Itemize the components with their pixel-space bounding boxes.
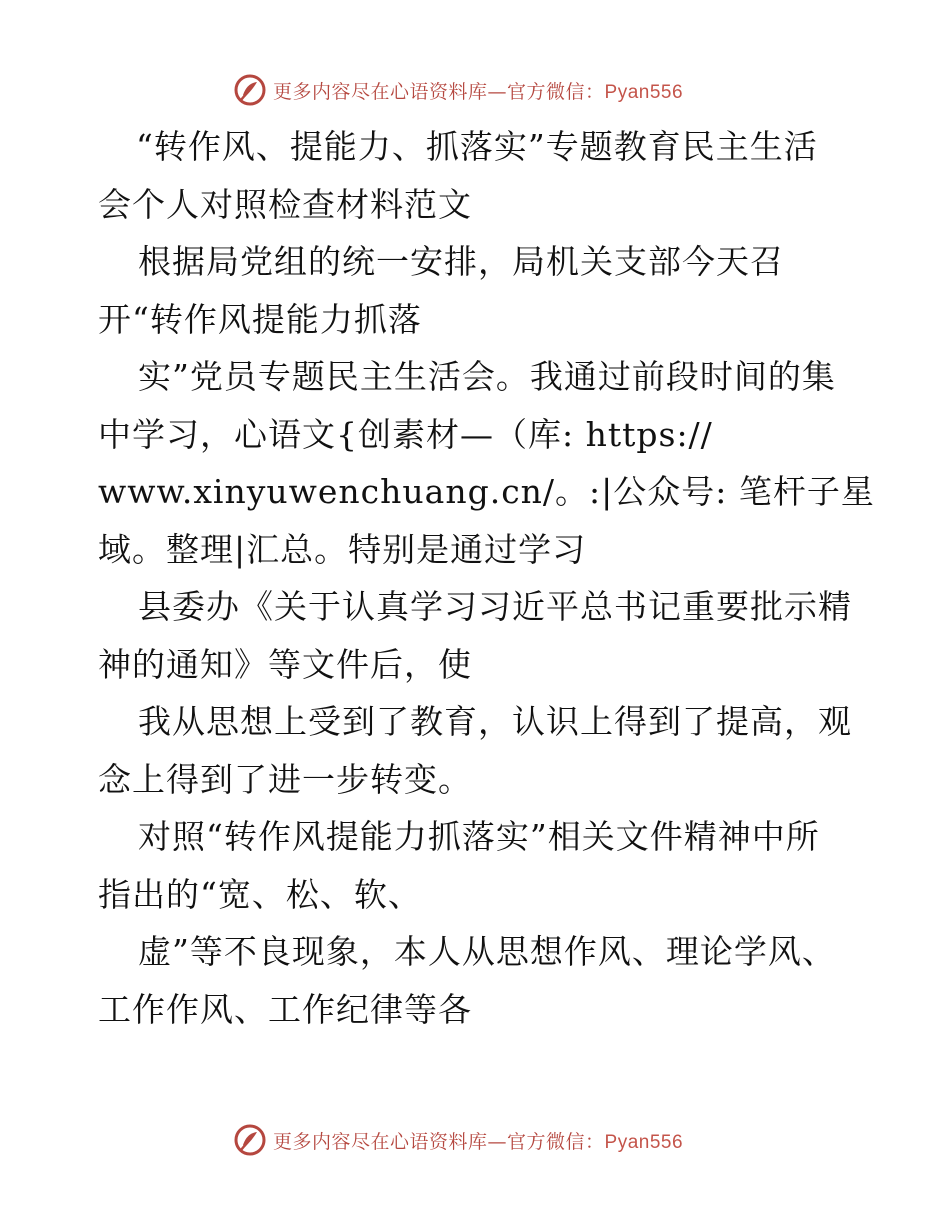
brand-logo-icon: [233, 73, 267, 107]
text-line: 县委办《关于认真学习习近平总书记重要批示精: [138, 587, 852, 626]
banner-label: 更多内容尽在心语资料库—官方微信：: [273, 80, 605, 103]
banner-wechat: Pyan556: [604, 1131, 684, 1153]
text-line: 根据局党组的统一安排，局机关支部今天召: [138, 242, 784, 281]
text-line: 工作作风、工作纪律等各: [98, 989, 472, 1029]
text-line: 域。整理|汇总。特别是通过学习: [98, 529, 587, 569]
footer-banner: [233, 1120, 713, 1160]
text-line: 神的通知》等文件后，使: [98, 644, 472, 684]
banner-text: [273, 1127, 683, 1154]
text-line: www.xinyuwenchuang.cn/。:|公众号: 笔杆子星: [98, 472, 875, 511]
text-line: 念上得到了进一步转变。: [98, 759, 472, 799]
text-line: 实”党员专题民主生活会。我通过前段时间的集: [138, 357, 836, 396]
text-line: “转作风、提能力、抓落实”专题教育民主生活: [136, 127, 818, 166]
text-line: 对照“转作风提能力抓落实”相关文件精神中所: [138, 817, 820, 856]
text-line: 中学习，心语文{创素材—（库: https://: [98, 414, 713, 454]
document-body: [98, 118, 875, 1038]
text-line: 指出的“宽、松、软、: [98, 874, 422, 914]
banner-text: [273, 77, 683, 104]
brand-logo-icon: [233, 1123, 267, 1157]
text-line: 会个人对照检查材料范文: [98, 184, 472, 224]
banner-wechat: Pyan556: [604, 81, 684, 103]
text-line: 开“转作风提能力抓落: [98, 299, 422, 339]
banner-label: 更多内容尽在心语资料库—官方微信：: [273, 1130, 605, 1153]
header-banner: [233, 70, 713, 110]
text-line: 虚”等不良现象，本人从思想作风、理论学风、: [138, 932, 836, 971]
text-line: 我从思想上受到了教育，认识上得到了提高，观: [138, 702, 852, 741]
